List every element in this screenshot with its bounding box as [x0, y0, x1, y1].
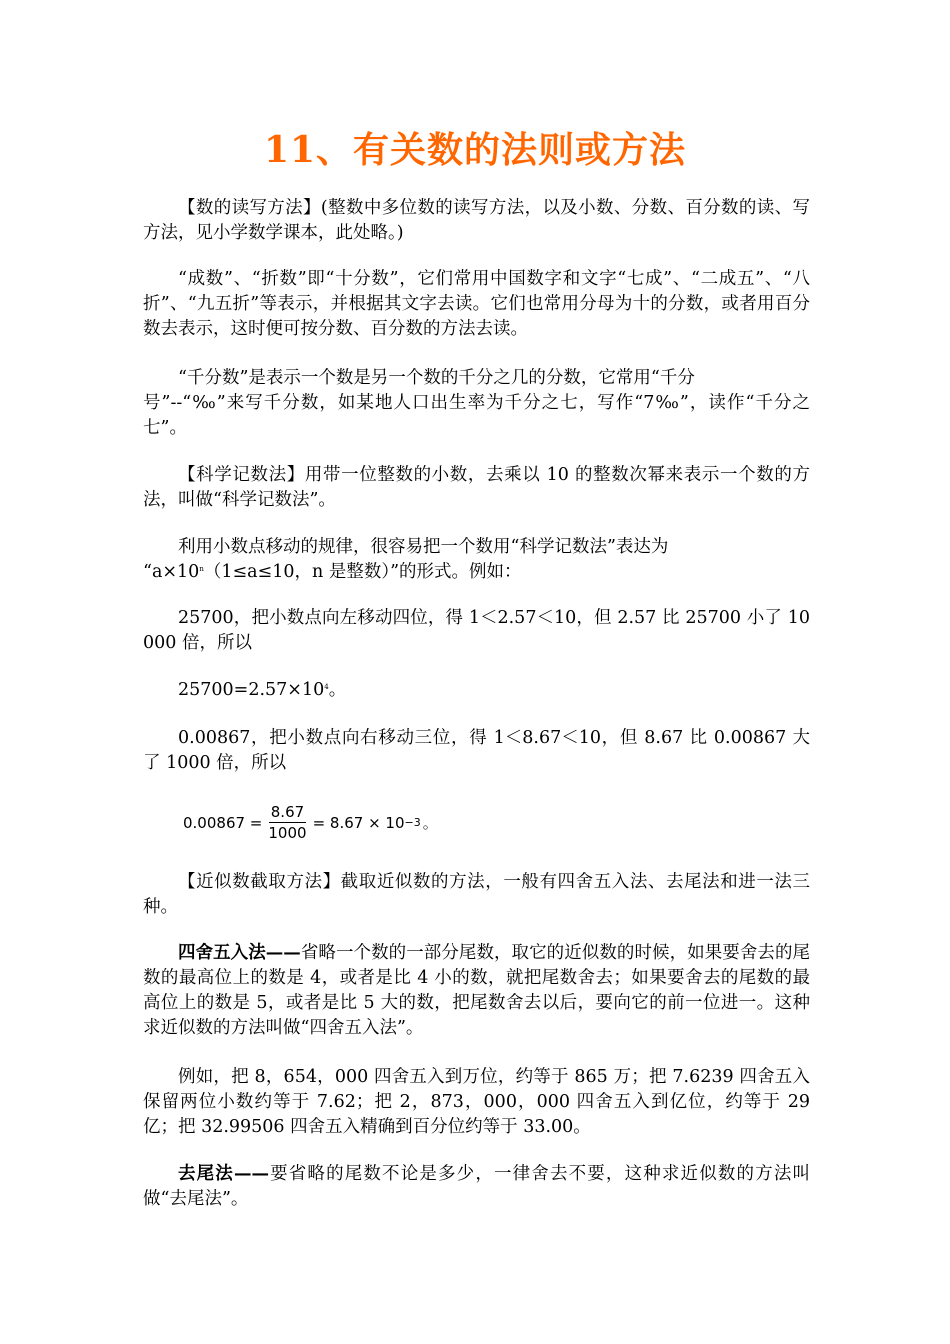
term-rounding: 四舍五入法—— [178, 943, 301, 963]
section-heading-scientific-notation: 【科学记数法】 [178, 465, 305, 485]
fraction-denominator: 1000 [268, 824, 307, 842]
paragraph-text: 省略一个数的一部分尾数，取它的近似数的时候，如果要舍去的尾数的最高位上的数是 4，或者是比 4 小的数，就把尾数舍去；如果要舍去的尾数的最高位上的数是 5，或者是比 5 大的数，把尾数舍去以后，要向它的前一位进一。这种求近似数的方法叫做“四舍五入法”。 [143, 943, 811, 1038]
fraction [266, 802, 308, 843]
exponent: n [199, 565, 204, 573]
paragraph-line: “千分数”是表示一个数是另一个数的千分之几的分数，它常用“千分 [178, 368, 695, 388]
paragraph-decimal-shift [143, 535, 810, 585]
formula-lhs: 0.00867 = [183, 813, 263, 832]
fraction-numerator: 8.67 [270, 803, 305, 821]
paragraph-line: 利用小数点移动的规律，很容易把一个数用“科学记数法”表达为 [178, 537, 669, 557]
paragraph-approximation [143, 870, 810, 920]
section-heading-reading-writing: 【数的读写方法】 [178, 198, 321, 218]
paragraph-tenths: “成数”、“折数”即“十分数”，它们常用中国数字和文字“七成”、“二成五”、“八折”、“九五折”等表示，并根据其文字去读。它们也常用分母为十的分数，或者用百分数去表示，这时便可按分数、百分数的方法去读。 [143, 269, 810, 339]
paragraph-equation-25700 [143, 678, 810, 703]
term-truncation: 去尾法—— [178, 1164, 269, 1184]
expression: “a×10 [143, 562, 200, 582]
fraction-formula: 0.00867 = $\frac{8.67}{1000}$ = 8.67 × 10 −3 。 [183, 803, 438, 842]
formula-rhs: = 8.67 × 10 [312, 813, 405, 832]
paragraph-example-00867: 0.00867，把小数点向右移动三位，得 1＜8.67＜10，但 8.67 比 0.00867 大了 1000 倍，所以 [143, 728, 810, 773]
page-title: 11、有关数的法则或方法 [263, 129, 687, 171]
section-heading-approximation: 【近似数截取方法】 [178, 872, 341, 892]
paragraph-thousandths [143, 366, 810, 441]
paragraph-scientific-notation [143, 463, 810, 513]
paragraph-rounding-examples: 例如，把 8，654，000 四舍五入到万位，约等于 865 万；把 7.6239 四舍五入保留两位小数约等于 7.62；把 2，873，000，000 四舍五入到亿位，约等于 29 亿；把 32.99506 四舍五入精确到百分位约等于 33.00。 [143, 1067, 810, 1137]
paragraph-truncation [143, 1162, 810, 1212]
equation-end: 。 [328, 680, 347, 700]
paragraph-text: (整数中多位数的读写方法，以及小数、分数、百分数的读、写方法，见小学数学课本，此处略。) [143, 198, 811, 243]
paragraph-line: 号”--“‰”来写千分数，如某地人口出生率为千分之七，写作“7‰”，读作“千分之七”。 [143, 393, 810, 438]
paragraph-rounding [143, 941, 810, 1041]
paragraph-reading-writing [143, 196, 810, 246]
equation: 25700=2.57×10 [178, 680, 325, 700]
paragraph-text: 截取近似数的方法，一般有四舍五入法、去尾法和进一法三种。 [143, 872, 811, 917]
paragraph-example-25700: 25700，把小数点向左移动四位，得 1＜2.57＜10，但 2.57 比 25700 小了 10000 倍，所以 [143, 608, 810, 653]
paragraph-line [143, 560, 810, 585]
formula-end: 。 [422, 814, 438, 832]
exponent: 4 [324, 683, 329, 691]
paragraph-text: 用带一位整数的小数，去乘以 10 的整数次幂来表示一个数的方法，叫做“科学记数法”。 [143, 465, 810, 510]
paragraph-text: 要省略的尾数不论是多少，一律舍去不要，这种求近似数的方法叫做“去尾法”。 [143, 1164, 810, 1209]
expression-tail: （1≤a≤10，n 是整数）”的形式。例如： [203, 562, 522, 582]
